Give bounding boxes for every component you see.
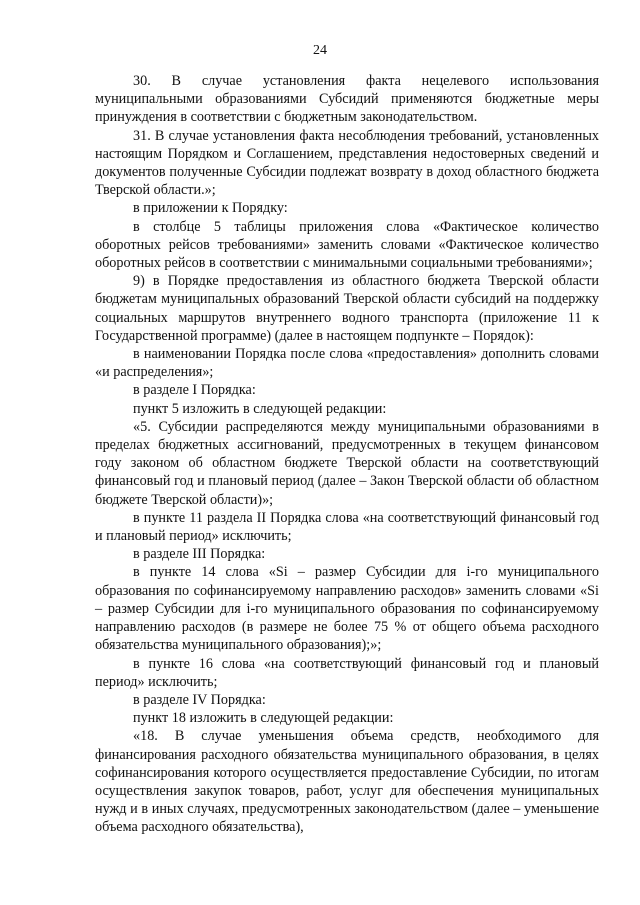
page-number: 24: [313, 43, 327, 58]
body-text: [95, 72, 599, 837]
paragraph-point-11: в пункте 11 раздела II Порядка слова «на соответствующий финансовый год и плановый период» исключить;: [95, 509, 599, 545]
paragraph-31: 31. В случае установления факта несоблюдения требований, установленных настоящим Порядком и Соглашением, представления недостоверных сведений и документов полученные Субсидии подлежат возврату в доход областного бюджета Тверской области.»;: [95, 127, 599, 199]
paragraph-point-16: в пункте 16 слова «на соответствующий финансовый год и плановый период» исключить;: [95, 655, 599, 690]
paragraph-item-9: 9) в Порядке предоставления из областного бюджета Тверской области бюджетам муниципальных образований Тверской области субсидий на поддержку социальных маршрутов внутреннего водного транспорта (приложение 11 к Государственной программе) (далее в настоящем подпункте – Порядок):: [95, 273, 599, 344]
paragraph-point-18-intro: пункт 18 изложить в следующей редакции:: [133, 710, 394, 727]
paragraph-point-14: в пункте 14 слова «Si – размер Субсидии для i-го муниципального образования по софинансируемому направлению расходов» заменить словами «Si – размер Субсидии для i-го муниципального образования по софинансируемому направлению расходов (в размере не более 75 % от общего объема расходного обязательства муниципального образования);»;: [95, 564, 599, 654]
paragraph-section-3-heading: в разделе III Порядка:: [133, 546, 266, 563]
paragraph-section-1-heading: в разделе I Порядка:: [133, 382, 256, 399]
paragraph-section-4-heading: в разделе IV Порядка:: [133, 691, 266, 708]
paragraph-appendix-column-5: в столбце 5 таблицы приложения слова «Фактическое количество оборотных рейсов требованиями» заменить словами «Фактическое количество оборотных рейсов в соответствии с минимальными социальными требованиями»;: [95, 218, 599, 272]
paragraph-appendix-heading: в приложении к Порядку:: [133, 200, 288, 217]
paragraph-procedure-title-change: в наименовании Порядка после слова «предоставления» дополнить словами «и распределения»;: [95, 346, 599, 381]
paragraph-point-5-text: «5. Субсидии распределяются между муниципальными образованиями в пределах бюджетных ассигнований, предусмотренных в текущем финансовом году законом об областном бюджете Тверской области на соответствующий финансовый год и плановый период (далее – Закон Тверской области об областном бюджете Тверской области)»;: [95, 418, 599, 508]
paragraph-point-18-text: «18. В случае уменьшения объема средств, необходимого для финансирования расходного обязательства муниципального образования, в целях софинансирования которого осуществляется предоставление Субсидии, по итогам осуществления закупок товаров, работ, услуг для обеспечения муниципальных нужд и в иных случаях, предусмотренных законодательством (далее – уменьшение объема расходного обязательства),: [95, 728, 599, 836]
paragraph-point-5-intro: пункт 5 изложить в следующей редакции:: [133, 400, 387, 417]
paragraph-30: 30. В случае установления факта нецелевого использования муниципальными образованиями Субсидий применяются бюджетные меры принуждения в соответствии с бюджетным законодательством.: [95, 73, 599, 126]
